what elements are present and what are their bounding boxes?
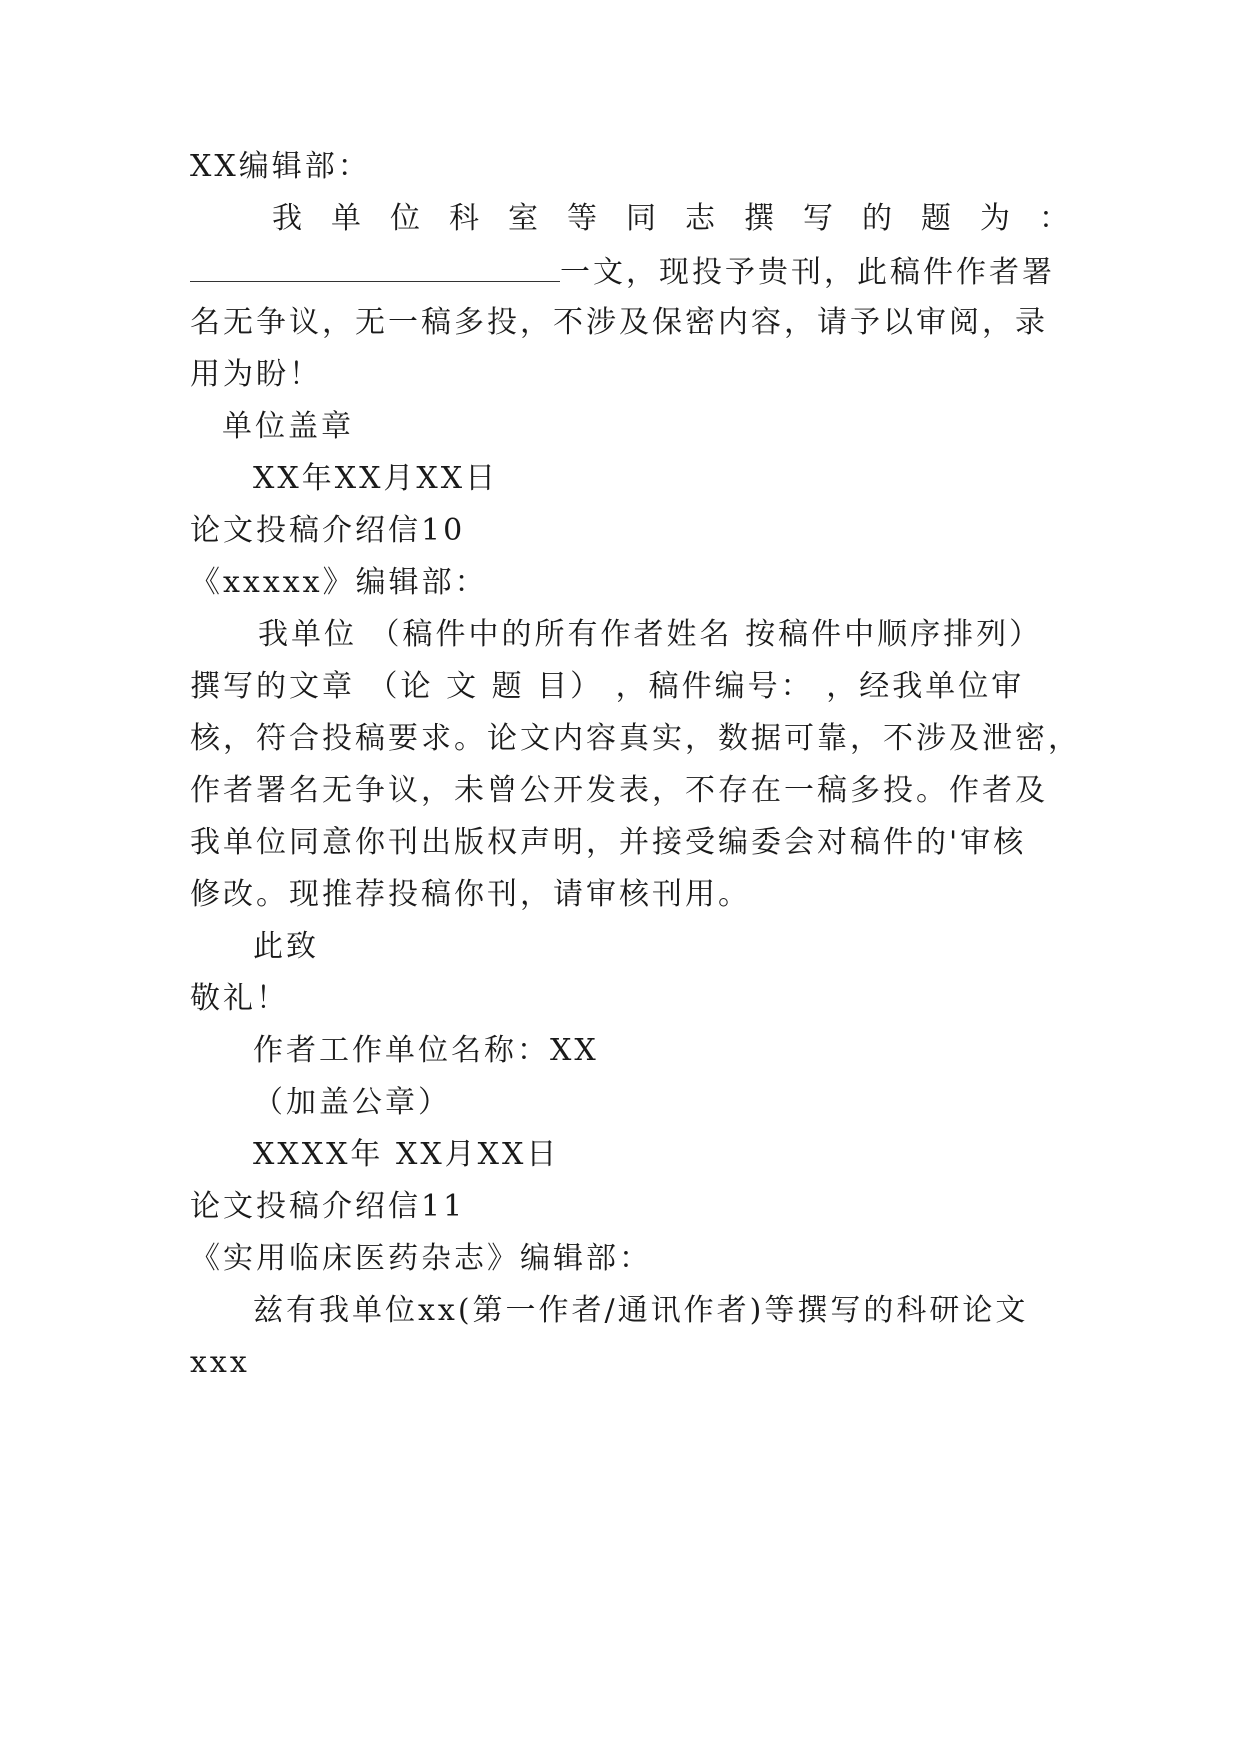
salutation: 《实用临床医药杂志》编辑部： — [190, 1241, 652, 1276]
body-text: 我单位 （稿件中的所有作者姓名 按稿件中顺序排列） — [258, 617, 1043, 652]
body-text: 一文，现投予贵刊，此稿件作者署 — [560, 255, 1055, 290]
closing-text: 此致 — [253, 929, 319, 964]
title-blank-line — [190, 251, 560, 282]
body-text: 核，符合投稿要求。论文内容真实，数据可靠，不涉及泄密， — [190, 721, 1081, 756]
date: XXXX年 XX月XX日 — [253, 1137, 560, 1172]
salutation: XX编辑部： — [190, 149, 371, 184]
body-text: 用为盼！ — [190, 357, 322, 392]
body-text: 我单位同意你刊出版权声明，并接受编委会对稿件的'审核 — [190, 825, 1027, 860]
body-text: 修改。现推荐投稿你刊，请审核刊用。 — [190, 877, 751, 912]
date: XX年XX月XX日 — [253, 461, 499, 496]
closing-text: 敬礼！ — [190, 981, 289, 1016]
section-title: 论文投稿介绍信10 — [190, 513, 466, 548]
body-text: 兹有我单位xx(第一作者/通讯作者)等撰写的科研论文 — [253, 1293, 1029, 1328]
body-text-with-blank — [190, 251, 1055, 293]
body-text: 撰写的文章 （论 文 题 目） ，稿件编号： ，经我单位审 — [190, 669, 1025, 704]
body-text: 我单位科室等同志撰写的题为： — [272, 201, 1098, 236]
section-title: 论文投稿介绍信11 — [190, 1189, 466, 1224]
body-text: 名无争议，无一稿多投，不涉及保密内容，请予以审阅，录 — [190, 305, 1048, 340]
body-text: xxx — [190, 1345, 250, 1380]
stamp-label: 单位盖章 — [222, 409, 354, 444]
salutation: 《xxxxx》编辑部： — [190, 565, 488, 600]
body-text: 作者署名无争议，未曾公开发表，不存在一稿多投。作者及 — [190, 773, 1048, 808]
org-name: 作者工作单位名称：XX — [253, 1033, 599, 1068]
stamp-note: （加盖公章） — [253, 1085, 451, 1120]
